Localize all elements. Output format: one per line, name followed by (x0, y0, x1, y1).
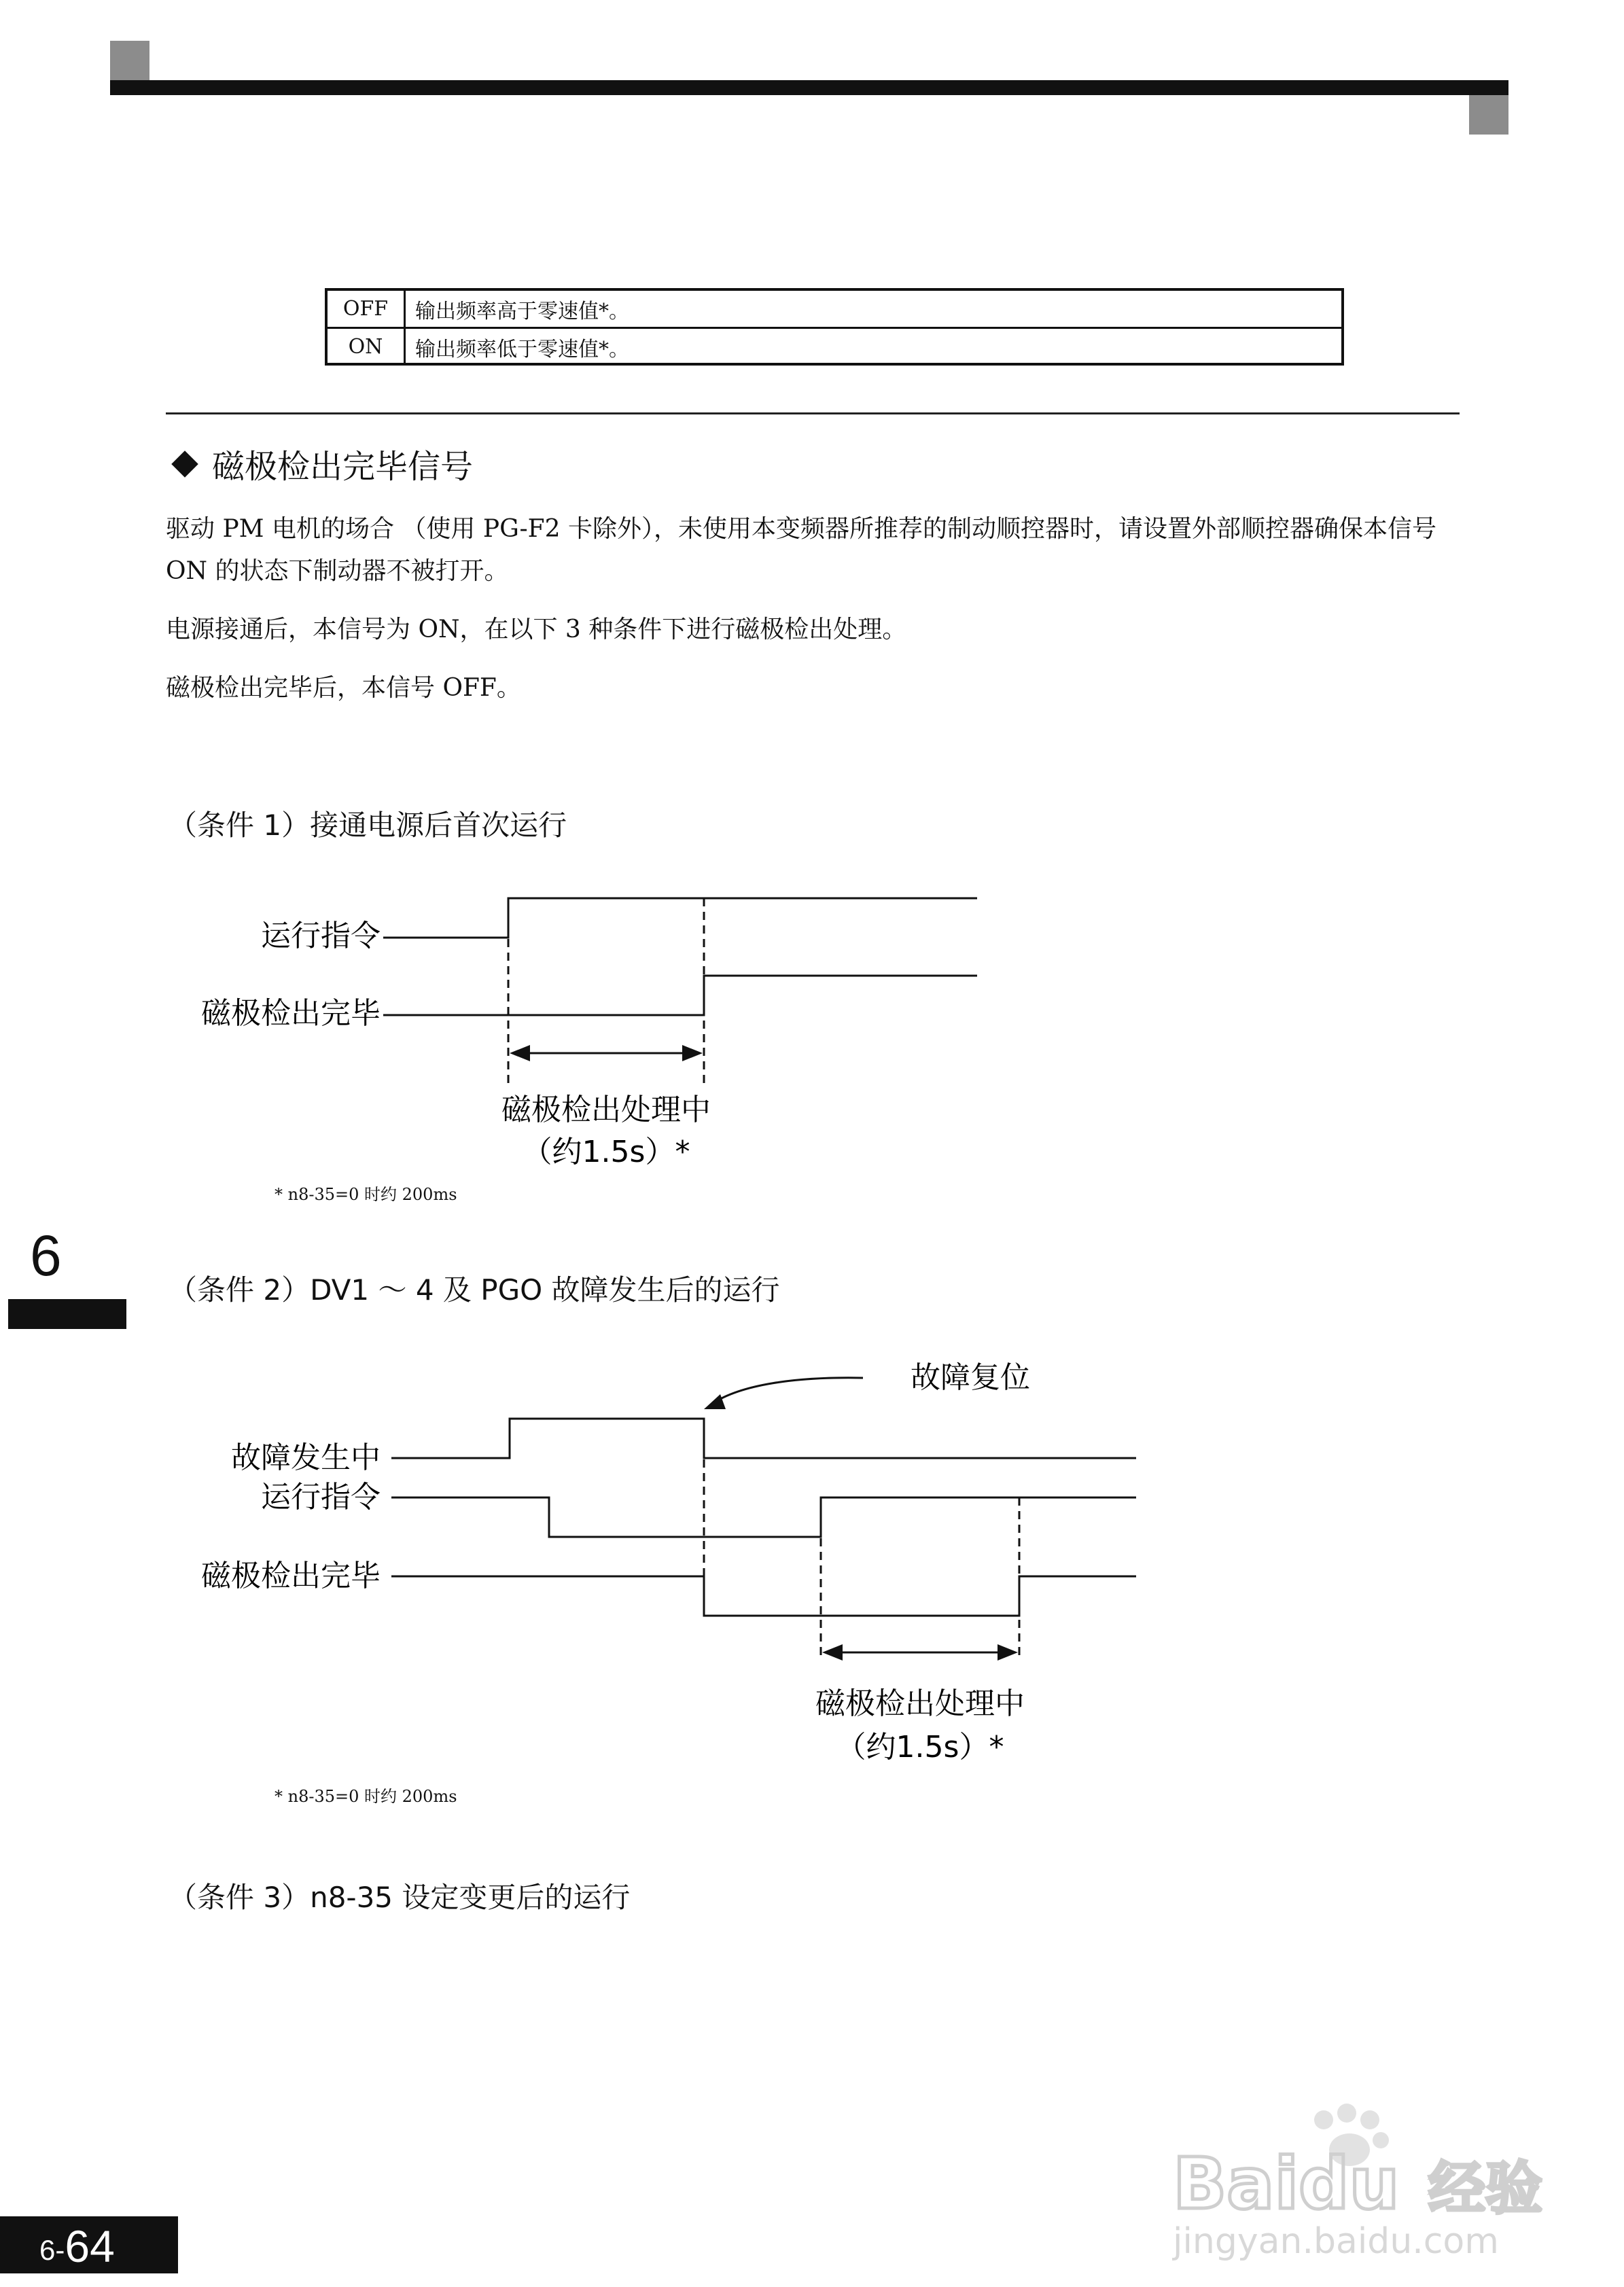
signal-state-table (325, 288, 1344, 366)
arrow-head-left-icon (510, 1045, 530, 1061)
state-cell: ON (328, 329, 406, 365)
watermark-url: jingyan.baidu.com (1173, 2221, 1499, 2262)
condition-1-title: （条件 1）接通电源后首次运行 (169, 809, 567, 842)
chapter-number: 6 (30, 1224, 62, 1288)
watermark-brand-cn: 经验 (1428, 2155, 1543, 2222)
baidu-jingyan-watermark (1148, 2093, 1570, 2263)
table-row (328, 329, 1341, 365)
section-divider (166, 412, 1460, 414)
processing-label: 磁极检出处理中 (501, 1093, 711, 1127)
footnote: * n8-35=0 时约 200ms (275, 1787, 457, 1806)
signal-label: 运行指令 (261, 1480, 381, 1514)
duration-label: （约1.5s）* (836, 1730, 1004, 1765)
watermark-brand: Baidu (1173, 2142, 1400, 2225)
pole-detect-waveform (383, 976, 977, 1015)
signal-label: 故障发生中 (231, 1440, 381, 1475)
fault-reset-label: 故障复位 (911, 1360, 1030, 1395)
state-cell: OFF (328, 291, 406, 327)
description-cell: 输出频率低于零速值*。 (415, 337, 629, 361)
section-title: 磁极检出完毕信号 (212, 448, 474, 486)
description-cell: 输出频率高于零速值*。 (415, 299, 629, 323)
paragraph: 磁极检出完毕后，本信号 OFF。 (166, 674, 521, 702)
fault-waveform (391, 1419, 1136, 1458)
chapter-tab-bar (8, 1299, 126, 1329)
page-number-prefix: 6- (39, 2234, 65, 2266)
paragraph: 电源接通后，本信号为 ON，在以下 3 种条件下进行磁极检出处理。 (166, 616, 907, 643)
condition-3-title: （条件 3）n8-35 设定变更后的运行 (169, 1881, 631, 1914)
processing-label: 磁极检出处理中 (815, 1686, 1025, 1721)
header-corner-block-left (110, 41, 149, 80)
duration-label: （约1.5s）* (522, 1135, 690, 1169)
arrow-head-right-icon (998, 1644, 1018, 1661)
fault-reset-pointer (712, 1378, 863, 1404)
timing-diagram-1 (0, 870, 1019, 1182)
arrow-head-right-icon (682, 1045, 703, 1061)
run-command-waveform (383, 898, 977, 938)
footnote: * n8-35=0 时约 200ms (275, 1185, 457, 1204)
condition-2-title: （条件 2）DV1 ～ 4 及 PGO 故障发生后的运行 (169, 1273, 780, 1307)
timing-diagram-2 (0, 1332, 1169, 1780)
pointer-arrow-head-icon (704, 1394, 726, 1409)
signal-label: 运行指令 (261, 919, 381, 953)
signal-label: 磁极检出完毕 (201, 1559, 381, 1593)
signal-label: 磁极检出完毕 (201, 996, 381, 1031)
page-number (0, 2216, 178, 2273)
table-row (328, 291, 1341, 329)
arrow-head-left-icon (822, 1644, 843, 1661)
paragraph: 驱动 PM 电机的场合 （使用 PG-F2 卡除外），未使用本变频器所推荐的制动顺控器时，请设置外部顺控器确保本信号 ON 的状态下制动器不被打开。 (166, 515, 1436, 585)
page-number-value: 64 (65, 2221, 115, 2271)
section-heading (169, 440, 473, 487)
diamond-bullet-icon (171, 450, 198, 478)
pole-detect-waveform (391, 1576, 1136, 1616)
run-command-waveform (391, 1497, 1136, 1537)
header-corner-block-right (1469, 95, 1508, 135)
header-bar (110, 80, 1508, 95)
